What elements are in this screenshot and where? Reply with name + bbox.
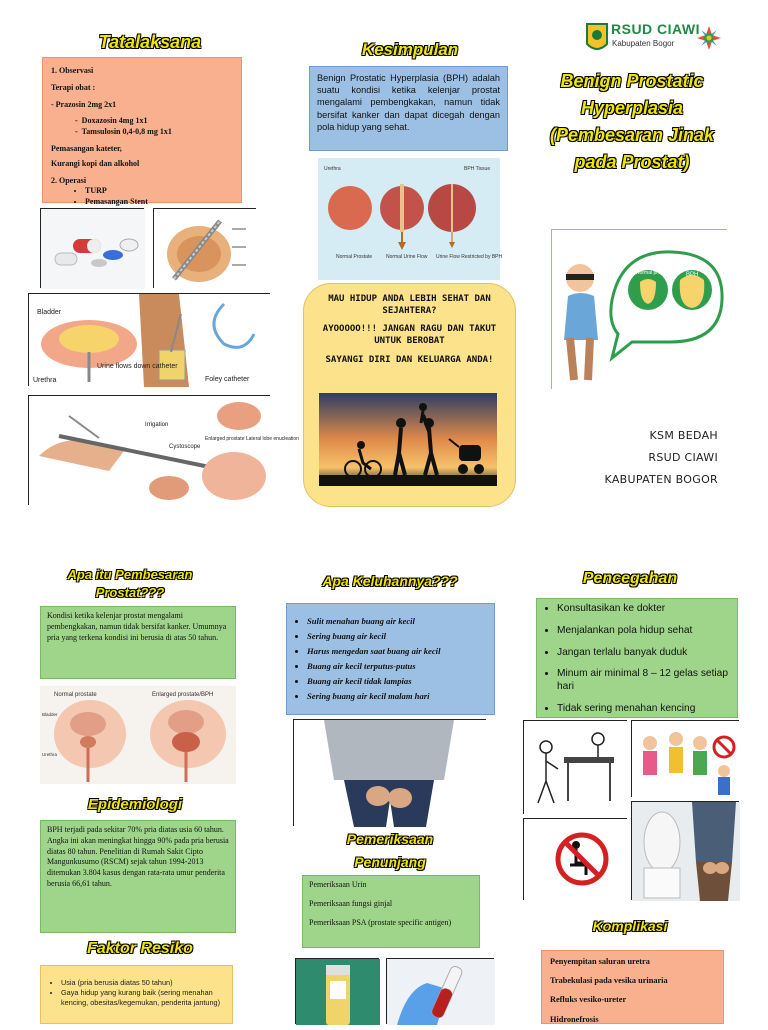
pencegahan-item: • Tidak sering menahan kencing bbox=[557, 703, 731, 716]
cta-line-2: AYOOOOO!!! JANGAN RAGU DAN TAKUT UNTUK BEROBAT bbox=[322, 324, 497, 347]
prostate-comparison-image bbox=[40, 686, 236, 784]
komplikasi-item: Hidronefrosis bbox=[550, 1014, 599, 1024]
epidemiologi-box bbox=[40, 820, 236, 933]
epidemiologi-text: BPH terjadi pada sekitar 70% pria diatas usia 60 tahun. Angka ini akan meningkat hingga 90% pada pria berusia diatas 80 tahun. Penelitian di Rumah Sakit Cipto Mangunkusumo (RSCM) sejak tahun 1994-2013 ditemukan 3.804 kasus dengan rata-rata umur penderita berusia 66,61 tahun. bbox=[47, 825, 229, 888]
keluhan-item: • Sering buang air kecil bbox=[307, 629, 488, 644]
epidemiologi-title: Epidemiologi bbox=[87, 796, 183, 813]
cta-line-3: SAYANGI DIRI DAN KELUARGA ANDA! bbox=[325, 354, 494, 365]
faktor-title: Faktor Resiko bbox=[87, 940, 193, 957]
normal-prostate-label: Normal Prostate bbox=[336, 254, 373, 260]
kopi-text: Kurangi kopi dan alkohol bbox=[51, 158, 140, 168]
normal-prostate-caption: Normal prostate bbox=[54, 692, 97, 698]
pemeriksaan-title-2: Penunjang bbox=[354, 854, 426, 871]
faktor-item: • Gaya hidup yang kurang baik (sering menahan kencing, obesitas/kegemukan, penderita jantung) bbox=[61, 988, 226, 1008]
apa-itu-title: Apa itu Pembesaran Prostat??? bbox=[67, 567, 193, 600]
urine-sample-image bbox=[295, 958, 379, 1024]
normal-flow-label: Normal Urine Flow bbox=[386, 254, 428, 260]
stent-image bbox=[153, 208, 256, 288]
komplikasi-item: Refluks vesiko-ureter bbox=[550, 995, 627, 1005]
pemeriksaan-item: Pemeriksaan PSA (prostate specific antigen) bbox=[309, 917, 452, 927]
pemeriksaan-title bbox=[305, 828, 475, 874]
operasi-item: • TURP bbox=[85, 186, 233, 197]
cystoscope-image bbox=[28, 395, 299, 505]
prazosin-text: - Prazosin 2mg 2x1 bbox=[51, 99, 117, 109]
urethra-diagram-label: Urethra bbox=[324, 166, 341, 172]
pencegahan-box bbox=[536, 598, 738, 718]
keluhan-item: • Buang air kecil terputus-putus bbox=[307, 659, 488, 674]
keluhan-box bbox=[286, 603, 495, 715]
kateter-text: Pemasangan kateter, bbox=[51, 143, 122, 153]
keluhan-item: • Sering buang air kecil malam hari bbox=[307, 689, 488, 704]
pemeriksaan-box bbox=[302, 875, 480, 948]
faktor-item: • Usia (pria berusia diatas 50 tahun) bbox=[61, 978, 226, 988]
man-holding-crotch-image bbox=[293, 719, 486, 826]
prostate-diagram bbox=[318, 158, 503, 280]
komplikasi-box bbox=[541, 950, 724, 1024]
keluhan-title: Apa Keluhannya??? bbox=[322, 573, 458, 589]
doctor-consult-image bbox=[523, 720, 627, 814]
family-silhouette-image bbox=[319, 393, 497, 486]
brand-sub: Kabupaten Bogor bbox=[612, 39, 675, 48]
bladder-label: Bladder bbox=[37, 309, 62, 316]
operasi-item: • Pemasangan Stent bbox=[85, 197, 233, 208]
cover-org bbox=[560, 425, 718, 491]
tamsulosin-text: Tamsulosin 0,4-0,8 mg 1x1 bbox=[81, 127, 172, 137]
kesimpulan-box bbox=[309, 66, 508, 151]
foley-label: Foley catheter bbox=[205, 376, 250, 383]
kesimpulan-text: Benign Prostatic Hyperplasia (BPH) adalah suatu kondisi ketika kelenjar prostat mengalami pembengkakan, namun tidak bersifat kanker dan dapat dicegah dengan pola hidup yang sehat. bbox=[317, 73, 500, 132]
cystoscope-label: Cystoscope bbox=[169, 444, 201, 450]
restricted-flow-label: Urine Flow Restricted by BPH bbox=[436, 254, 503, 260]
pencegahan-item: • Minum air minimal 8 – 12 gelas setiap hari bbox=[557, 668, 731, 694]
tatalaksana-box: 1. Observasi Terapi obat : - Prazosin 2mg 2x1 - Doxazosin 4mg 1x1 - Tamsulosin 0,4-0,8 mg 1x1 Pemasangan kateter, Kurangi kopi dan alkohol 2. Operasi • TURP • Pemasangan Stent bbox=[42, 57, 242, 203]
rsud-ciawi-logo bbox=[585, 20, 725, 58]
operasi-text: 2. Operasi bbox=[51, 175, 87, 185]
apa-itu-text: Kondisi ketika kelenjar prostat mengalami pembengkakan, namun tidak bersifat kanker. Umumnya pria yang terkena kondisi ini berusia di atas 50 tahun. bbox=[47, 611, 227, 642]
tatalaksana-title: Tatalaksana bbox=[98, 32, 202, 52]
pemeriksaan-title-1: Pemeriksaan bbox=[346, 831, 434, 847]
illus-normal-label: Normal prostate bbox=[636, 270, 672, 276]
pills-image bbox=[40, 208, 144, 288]
kesimpulan-title: Kesimpulan bbox=[361, 40, 459, 59]
komplikasi-item: Trabekulasi pada vesika urinaria bbox=[550, 976, 668, 986]
illus-enlarged-label: Enlarged Prostate bbox=[676, 312, 717, 318]
terapi-text: Terapi obat : bbox=[51, 82, 96, 92]
enlarged-prostate-caption: Enlarged prostate/BPH bbox=[152, 692, 214, 698]
doxazosin-text: Doxazosin 4mg 1x1 bbox=[81, 116, 148, 126]
keluhan-item: • Buang air kecil tidak lampias bbox=[307, 674, 488, 689]
apa-itu-box bbox=[40, 606, 236, 679]
ksm-text: KSM BEDAH bbox=[649, 429, 718, 442]
rsud-text: RSUD CIAWI bbox=[648, 451, 718, 464]
cta-text bbox=[318, 294, 501, 366]
pemeriksaan-item: Pemeriksaan Urin bbox=[309, 880, 367, 889]
pencegahan-title: Pencegahan bbox=[582, 570, 678, 587]
blood-sample-image bbox=[386, 958, 494, 1024]
illus-bph-label: BPH bbox=[686, 272, 699, 278]
urethra-caption: Urethra bbox=[42, 752, 58, 757]
brand-name: RSUD CIAWI bbox=[611, 21, 700, 37]
cta-line-1: MAU HIDUP ANDA LEBIH SEHAT DAN SEJAHTERA? bbox=[328, 294, 491, 316]
keluhan-item: • Sulit menahan buang air kecil bbox=[307, 614, 488, 629]
komplikasi-item: Penyempitan saluran uretra bbox=[550, 957, 650, 966]
irrigation-label: Irrigation bbox=[145, 422, 169, 428]
toilet-urination-image bbox=[631, 801, 739, 900]
catheter-image bbox=[28, 293, 270, 386]
bladder-caption: Bladder bbox=[42, 712, 58, 717]
pencegahan-item: • Konsultasikan ke dokter bbox=[557, 603, 731, 616]
observasi-text: 1. Observasi bbox=[51, 66, 94, 75]
healthy-lifestyle-image bbox=[631, 720, 739, 797]
cover-illustration bbox=[551, 229, 727, 389]
no-sitting-sign-image bbox=[523, 818, 627, 900]
pencegahan-item: • Menjalankan pola hidup sehat bbox=[557, 625, 731, 638]
bph-tissue-label: BPH Tissue bbox=[464, 166, 491, 172]
cover-title: Benign Prostatic Hyperplasia (Pembesaran Jinak pada Prostat) bbox=[549, 71, 715, 172]
pencegahan-item: • Jangan terlalu banyak duduk bbox=[557, 647, 731, 660]
faktor-box bbox=[40, 965, 233, 1024]
lobe-label: Enlarged prostate Lateral lobe enucleation bbox=[205, 436, 299, 442]
pemeriksaan-item: Pemeriksaan fungsi ginjal bbox=[309, 898, 393, 908]
keluhan-item: • Harus mengedan saat buang air kecil bbox=[307, 644, 488, 659]
komplikasi-title: Komplikasi bbox=[592, 918, 668, 934]
kabupaten-text: KABUPATEN BOGOR bbox=[604, 473, 718, 486]
urethra-label: Urethra bbox=[33, 377, 57, 384]
flow-label: Urine flows down catheter bbox=[97, 363, 178, 370]
